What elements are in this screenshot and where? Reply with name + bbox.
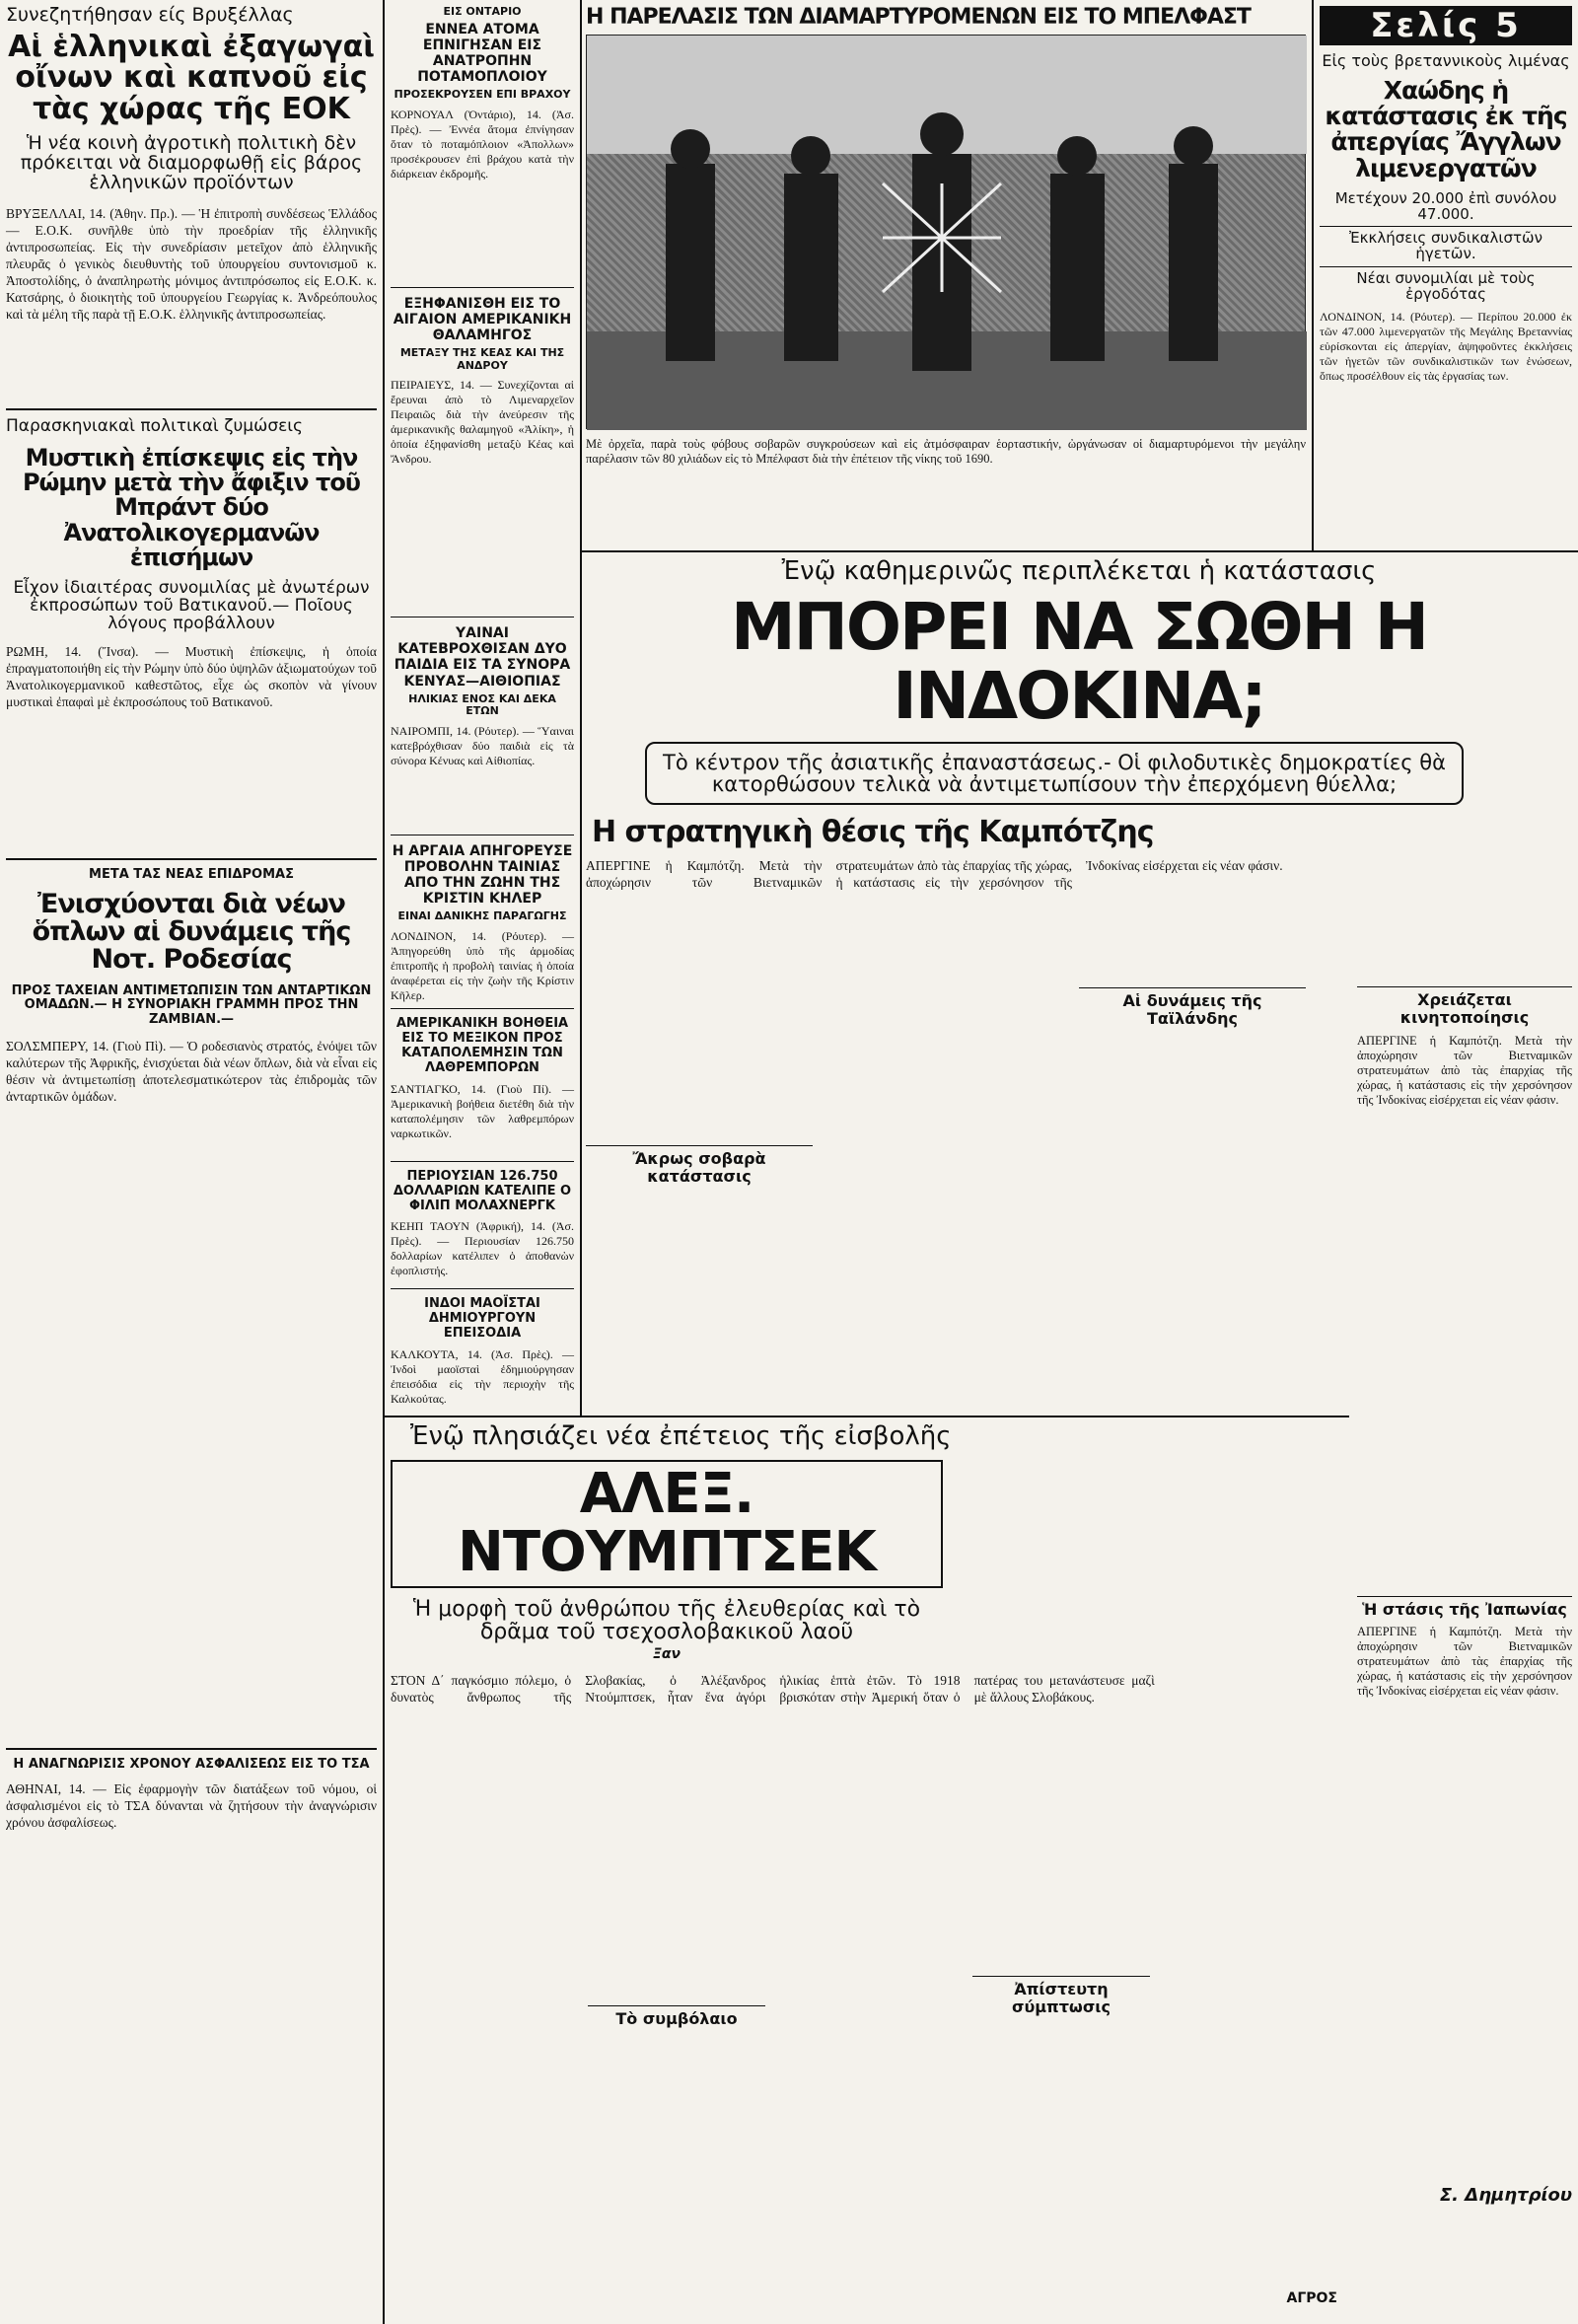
indochina-body: ΑΠΕΡΓΙΝΕ ἡ Καμπότζη. Μετὰ τὴν ἀποχώρησιν τῶν Βιετναμικῶν στρατευμάτων ἀπὸ τὰς ἐπαρχίας τῆς χώρας, ἡ κατάστασις εἰς τὴν χερσόνησον τῆς Ἰνδοκίνας εἰσέρχεται εἰς νέαν φάσιν. <box>586 858 1283 891</box>
body-rhodesia-article: ΣΟΛΣΜΠΕΡΥ, 14. (Γιοὺ Πὶ). — Ὁ ροδεσιανὸς στρατός, ἐνόψει τῶν καλύτερων τῆς Ἀφρικῆς, ἐνισχύεται διὰ νέων ὅπλων, διὰ νὰ εἶναι εἰς θέσιν νὰ ἀντιμετωπίσῃ ἀποτελεσματικώτερον τὰς ἐπιδρομὰς τῶν ἀνταρτικῶν ὁμάδων. <box>6 1039 381 1105</box>
dockers-body: ΛΟΝΔΙΝΟΝ, 14. (Ρόυτερ). — Περίπου 20.000 ἐκ τῶν 47.000 λιμενεργατῶν τῆς Μεγάλης Βρεταννίας εὑρίσκονται εἰς ἀπεργίαν, ἀψηφοῦντες ἐκκλήσεις τῶν ἡγετῶν τῶν συνδικαλιστικῶν των ἑνώσεων, ὅπως προσέλθουν εἰς τὰς ἐργασίας των. <box>1320 310 1575 384</box>
photo-story <box>586 6 1306 546</box>
dubcek-kicker: Ἐνῷ πλησιάζει νέα ἐπέτειος τῆς εἰσβολῆς <box>410 1421 952 1451</box>
indochina-japan-body: ΑΠΕΡΓΙΝΕ ἡ Καμπότζη. Μετὰ τὴν ἀποχώρησιν τῶν Βιετναμικῶν στρατευμάτων ἀπὸ τὰς ἐπαρχίας τῆς χώρας, ἡ κατάστασις εἰς τὴν χερσόνησον τῆς Ἰνδοκίνας εἰσέρχεται εἰς νέαν φάσιν. <box>1357 1625 1576 1699</box>
dubcek-body: ΣΤΟΝ Δ΄ παγκόσμιο πόλεμο, ὁ δυνατὸς ἄνθρωπος τῆς Σλοβακίας, ὁ Ἀλέξανδρος Ντούμπτσεκ, ἦταν ἕνα ἀγόρι ἡλικίας ἑπτὰ ἐτῶν. Τὸ 1918 βρισκόταν στὴν Ἀμερική ὅταν ὁ πατέρας του μετανάστευσε μαζὶ μὲ ἄλλους Σλοβάκους. <box>391 1672 1159 1705</box>
brief-aegean-sub: ΜΕΤΑΞΥ ΤΗΣ ΚΕΑΣ ΚΑΙ ΤΗΣ ΑΝΔΡΟΥ <box>399 345 565 372</box>
indochina-continuation-body: ΑΠΕΡΓΙΝΕ ἡ Καμπότζη. Μετὰ τὴν ἀποχώρησιν τῶν Βιετναμικῶν στρατευμάτων ἀπὸ τὰς ἐπαρχίας τῆς χώρας, ἡ κατάστασις εἰς τὴν χερσόνησον τῆς Ἰνδοκίνας εἰσέρχεται εἰς νέαν φάσιν. <box>1357 1033 1576 1107</box>
dockers-kicker: Εἰς τοὺς βρεταννικοὺς λιμένας <box>1322 51 1570 70</box>
indochina-kicker: Ἐνῷ καθημερινῶς περιπλέκεται ἡ κατάστασις <box>781 556 1377 586</box>
dubcek-sub2: Ἀπίστευτη σύμπτωσις <box>972 1976 1150 2017</box>
indochina-byline: Σ. Δημητρίου <box>1439 2185 1572 2207</box>
headline-greek-exports: Αἱ ἑλληνικαὶ ἐξαγωγαὶ οἴνων καὶ καπνοῦ εἰς τὰς χώρας τῆς ΕΟΚ <box>8 29 375 126</box>
right-column <box>1320 6 1575 546</box>
brief-film-body: ΛΟΝΔΙΝΟΝ, 14. (Ρόυτερ). — Ἀπηγορεύθη ὑπὸ τῆς ἀρμοδίας ἐπιτροπῆς ἡ προβολὴ ταινίας ἡ ὁποία ἀναφέρεται εἰς τὴν ζωὴν τῆς Κρίστιν Κῆλερ. <box>391 928 577 1002</box>
briefs-column <box>391 5 577 1411</box>
dubcek-story <box>391 1423 1349 2318</box>
indochina-section-head: Η στρατηγικὴ θέσις τῆς Καμπότζης <box>592 814 1154 849</box>
headline-rome-visit: Μυστικὴ ἐπίσκεψις εἰς τὴν Ρώμην μετὰ τὴν ἄφιξιν τοῦ Μπράντ δύο Ἀνατολικογερμανῶν ἐπισήμων <box>22 444 361 571</box>
indochina-sub3: Χρειάζεται κινητοποίησις <box>1357 986 1572 1028</box>
body-tsa-article: ΑΘΗΝΑΙ, 14. — Εἰς ἐφαρμογὴν τῶν διατάξεων τοῦ νόμου, οἱ ἀσφαλισμένοι εἰς τὸ ΤΣΑ δύνανται νὰ ζητήσουν τὴν ἀναγνώρισιν χρόνου ἀσφαλίσεως. <box>6 1781 381 1831</box>
brief-estate-body: ΚΕΗΠ ΤΑΟΥΝ (Ἀφρική), 14. (Ἀσ. Πρὲς). — Περιουσίαν 126.750 δολλαρίων κατέλιπεν ὁ ἀποθανὼν ἐφοπλιστής. <box>391 1219 577 1278</box>
dockers-sub2: Ἐκκλήσεις συνδικαλιστῶν ἡγετῶν. <box>1320 231 1572 267</box>
dubcek-deck: Ἡ μορφὴ τοῦ ἀνθρώπου τῆς ἐλευθερίας καὶ τὸ δρᾶμα τοῦ τσεχοσλοβακικοῦ λαοῦ <box>412 1596 921 1644</box>
indochina-headline: ΜΠΟΡΕΙ ΝΑ ΣΩΘΗ Η ΙΝΔΟΚΙΝΑ; <box>730 589 1428 734</box>
subhead-vatican: Εἶχον ἰδιαιτέρας συνομιλίας μὲ ἀνωτέρων ἐκπροσώπων τοῦ Βατικανοῦ.— Ποῖους λόγους προβάλλουν <box>13 578 370 633</box>
photo-story-headline: Η ΠΑΡΕΛΑΣΙΣ ΤΩΝ ΔΙΑΜΑΡΤΥΡΟΜΕΝΩΝ ΕΙΣ ΤΟ ΜΠΕΛΦΑΣΤ <box>586 5 1251 30</box>
dubcek-headline: ΑΛΕΞ. ΝΤΟΥΜΠΤΣΕΚ <box>458 1462 876 1585</box>
brief-mexico-body: ΣΑΝΤΙΑΓΚΟ, 14. (Γιοὺ Πί). — Ἀμερικανικὴ βοήθεια διετέθη διὰ τὴν καταπολέμησιν τῶν λαθρεμπόρων ναρκωτικῶν. <box>391 1081 577 1140</box>
article-kicker-tsa: Η ΑΝΑΓΝΩΡΙΣΙΣ ΧΡΟΝΟΥ ΑΣΦΑΛΙΣΕΩΣ ΕΙΣ ΤΟ ΤΣΑ <box>6 1748 377 1773</box>
belfast-parade-photo <box>586 35 1306 429</box>
brief-mexico-headline: ΑΜΕΡΙΚΑΝΙΚΗ ΒΟΗΘΕΙΑ ΕΙΣ ΤΟ ΜΕΞΙΚΟΝ ΠΡΟΣ ΚΑΤΑΠΟΛΕΜΗΣΙΝ ΤΩΝ ΛΑΘΡΕΜΠΟΡΩΝ <box>391 1008 574 1076</box>
indochina-deck: Τὸ κέντρον τῆς ἀσιατικῆς ἐπαναστάσεως.- Οἱ φιλοδυτικὲς δημοκρατίες θὰ κατορθώσουν τελικὰ νὰ ἀντιμετωπίσουν τὴν ἐπερχόμενη θύελλα; <box>645 742 1464 805</box>
body-rome-article: ΡΩΜΗ, 14. (Ἴνσα). — Μυστικὴ ἐπίσκεψις, ἡ ὁποία ἐπραγματοποιήθη εἰς τὴν Ρώμην ὑπὸ δύο ὑψηλῶν ἀξιωματούχων τοῦ Ἀνατολικογερμανικοῦ καθεστῶτος, εἶχε ὡς σκοπὸν νὰ γίνουν μυστικαὶ ἐπαφαὶ μὲ ἐκπροσώπους τοῦ Βατικανοῦ. <box>6 643 381 709</box>
brief-maoists-body: ΚΑΛΚΟΥΤΑ, 14. (Ἀσ. Πρὲς). — Ἰνδοὶ μαοϊσταὶ ἐδημιούργησαν ἐπεισόδια εἰς τὴν περιοχὴν τῆς Καλκούτας. <box>391 1347 577 1407</box>
article-kicker-rome: Παρασκηνιακαὶ πολιτικαὶ ζυμώσεις <box>6 408 377 436</box>
indochina-continuation <box>1357 986 1576 2318</box>
indochina-sub2: Αἱ δυνάμεις τῆς Ταϊλάνδης <box>1079 987 1306 1029</box>
brief-aegean-body: ΠΕΙΡΑΙΕΥΣ, 14. — Συνεχίζονται αἱ ἔρευναι ἀπὸ τὸ Λιμεναρχεῖον Πειραιῶς διὰ τὴν ἀνεύρεσιν τῆς ἀμερικανικῆς θαλαμηγοῦ «Ἀλίκη», ἡ ὁποία ἐξηφανίσθη μεταξὺ Κέας καὶ Ἄνδρου. <box>391 378 577 467</box>
left-column <box>6 4 381 2318</box>
article-kicker-rhodesia: ΜΕΤΑ ΤΑΣ ΝΕΑΣ ΕΠΙΔΡΟΜΑΣ <box>6 858 377 883</box>
dubcek-byline2: ΑΓΡΟΣ <box>1286 2290 1337 2306</box>
subhead-rhodesia: ΠΡΟΣ ΤΑΧΕΙΑΝ ΑΝΤΙΜΕΤΩΠΙΣΙΝ ΤΩΝ ΑΝΤΑΡΤΙΚΩΝ ΟΜΑΔΩΝ.— Η ΣΥΝΟΡΙΑΚΗ ΓΡΑΜΜΗ ΠΡΟΣ ΤΗΝ ΖΑΜΒΙΑΝ.— <box>11 982 372 1028</box>
photo-caption: Μὲ ὀρχεῖα, παρὰ τοὺς φόβους σοβαρῶν συγκρούσεων καὶ εἰς ἀτμόσφαιραν ἑορταστικήν, ὠργάνωσαν οἱ διαμαρτυρόμενοι τὴν μεγάλην παρέλασιν τῶν 80 χιλιάδων εἰς τὸ Μπέλφαστ διὰ τὴν ἐπέτειον τῆς νίκης τοῦ 1690. <box>586 437 1306 467</box>
brief-aegean-headline: ΕΞΗΦΑΝΙΣΘΗ ΕΙΣ ΤΟ ΑΙΓΑΙΟΝ ΑΜΕΡΙΚΑΝΙΚΗ ΘΑΛΑΜΗΓΟΣ <box>391 287 574 343</box>
brief-estate-headline: ΠΕΡΙΟΥΣΙΑΝ 126.750 ΔΟΛΛΑΡΙΩΝ ΚΑΤΕΛΙΠΕ Ο ΦΙΛΙΠ ΜΟΛΑΧΝΕΡΓΚ <box>391 1161 574 1214</box>
article-kicker-eec: Συνεζητήθησαν είς Βρυξέλλας <box>6 4 294 26</box>
dockers-headline: Χαώδης ἡ κατάστασις ἐκ τῆς ἀπεργίας Ἄγγλων λιμενεργατῶν <box>1325 75 1567 182</box>
body-eec-article: ΒΡΥΞΕΛΛΑΙ, 14. (Ἀθην. Πρ.). — Ἡ ἐπιτροπὴ συνδέσεως Ἑλλάδος — Ε.Ο.Κ. συνῆλθε ὑπὸ τὴν προεδρίαν τῆς ἑλληνικῆς ἀντιπροσωπείας. Εἰς τὴν συνεδρίασιν μετεῖχον ἀπὸ ἑλληνικῆς πλευρᾶς ὁ γενικὸς διευθυντὴς τοῦ ὑπουργείου συντονισμοῦ κ. Ἀποστολίδης, ὁ ἀναπληρωτὴς μόνιμος ἀντιπρόσωπος εἰς Ε.Ο.Κ. κ. Κατσάρης, ὁ διοικητὴς τοῦ ὑπουργείου Γεωργίας κ. Ἀνδρεόπουλος καὶ τὰ μέλη τῆς παρὰ τῇ Ε.Ο.Κ. ἑλληνικῆς ἀντιπροσωπείας. <box>6 206 381 323</box>
parade-figures-icon <box>587 36 1307 430</box>
dubcek-byline: Ξαν <box>653 1646 681 1663</box>
headline-rhodesia: Ἐνισχύονται διὰ νέων ὅπλων αἱ δυνάμεις τῆς Νοτ. Ροδεσίας <box>32 888 351 976</box>
brief-ontario-body: ΚΟΡΝΟΥΑΛ (Ὀντάριο), 14. (Ἀσ. Πρὲς). — Ἐννέα ἄτομα ἐπνίγησαν ὅταν τὸ ποταμόπλοιον «Ἀπολλων» προσέκρουσεν ἐπὶ βράχου κατὰ τὴν διάρκειαν ἐκδρομῆς. <box>391 107 577 181</box>
brief-film-headline: Η ΑΡΓΑΙΑ ΑΠΗΓΟΡΕΥΣΕ ΠΡΟΒΟΛΗΝ ΤΑΙΝΙΑΣ ΑΠΟ ΤΗΝ ΖΩΗΝ ΤΗΣ ΚΡΙΣΤΙΝ ΚΗΛΕΡ <box>391 835 574 907</box>
brief-hyenas-headline: ΥΑΙΝΑΙ ΚΑΤΕΒΡΟΧΘΙΣΑΝ ΔΥΟ ΠΑΙΔΙΑ ΕΙΣ ΤΑ ΣΥΝΟΡΑ ΚΕΝΥΑΣ—ΑΙΘΙΟΠΙΑΣ <box>391 617 574 689</box>
brief-hyenas-sub: ΗΛΙΚΙΑΣ ΕΝΟΣ ΚΑΙ ΔΕΚΑ ΕΤΩΝ <box>408 691 556 718</box>
subhead-agricultural-policy: Ἡ νέα κοινὴ ἀγροτικὴ πολιτικὴ δὲν πρόκειται νὰ διαμορφωθῇ εἰς βάρος ἑλληνικῶν προϊόντων <box>20 132 363 194</box>
brief-ontario-headline: ΕΝΝΕΑ ΑΤΟΜΑ ΕΠΝΙΓΗΣΑΝ ΕΙΣ ΑΝΑΤΡΟΠΗΝ ΠΟΤΑΜΟΠΛΟΙΟΥ <box>417 21 547 85</box>
brief-film-sub: ΕΙΝΑΙ ΔΑΝΙΚΗΣ ΠΑΡΑΓΩΓΗΣ <box>397 909 567 923</box>
dubcek-headline-box <box>391 1460 943 1588</box>
dockers-sub1: Μετέχουν 20.000 ἐπὶ συνόλου 47.000. <box>1320 191 1572 228</box>
dockers-sub3: Νέαι συνομιλίαι μὲ τοὺς ἐργοδότας <box>1356 268 1536 303</box>
dubcek-sub1: Τὸ συμβόλαιο <box>588 2005 765 2028</box>
brief-maoists-headline: ΙΝΔΟΙ ΜΑΟΪΣΤΑΙ ΔΗΜΙΟΥΡΓΟΥΝ ΕΠΕΙΣΟΔΙΑ <box>391 1288 574 1342</box>
brief-ontario-kicker: ΕΙΣ ΟΝΤΑΡΙΟ <box>443 5 522 18</box>
indochina-sub4: Ἡ στάσις τῆς Ἰαπωνίας <box>1357 1596 1572 1619</box>
indochina-sub1: Ἄκρως σοβαρὰ κατάστασις <box>586 1145 813 1187</box>
page-badge: Σελίς 5 <box>1320 6 1572 45</box>
brief-hyenas-body: ΝΑΙΡΟΜΠΙ, 14. (Ρόυτερ). — Ὕαιναι κατεβρόχθισαν δύο παιδιὰ εἰς τὰ σύνορα Κένυας καὶ Αἰθιοπίας. <box>391 723 577 767</box>
brief-ontario-sub: ΠΡΟΣΕΚΡΟΥΣΕΝ ΕΠΙ ΒΡΑΧΟΥ <box>394 88 571 102</box>
